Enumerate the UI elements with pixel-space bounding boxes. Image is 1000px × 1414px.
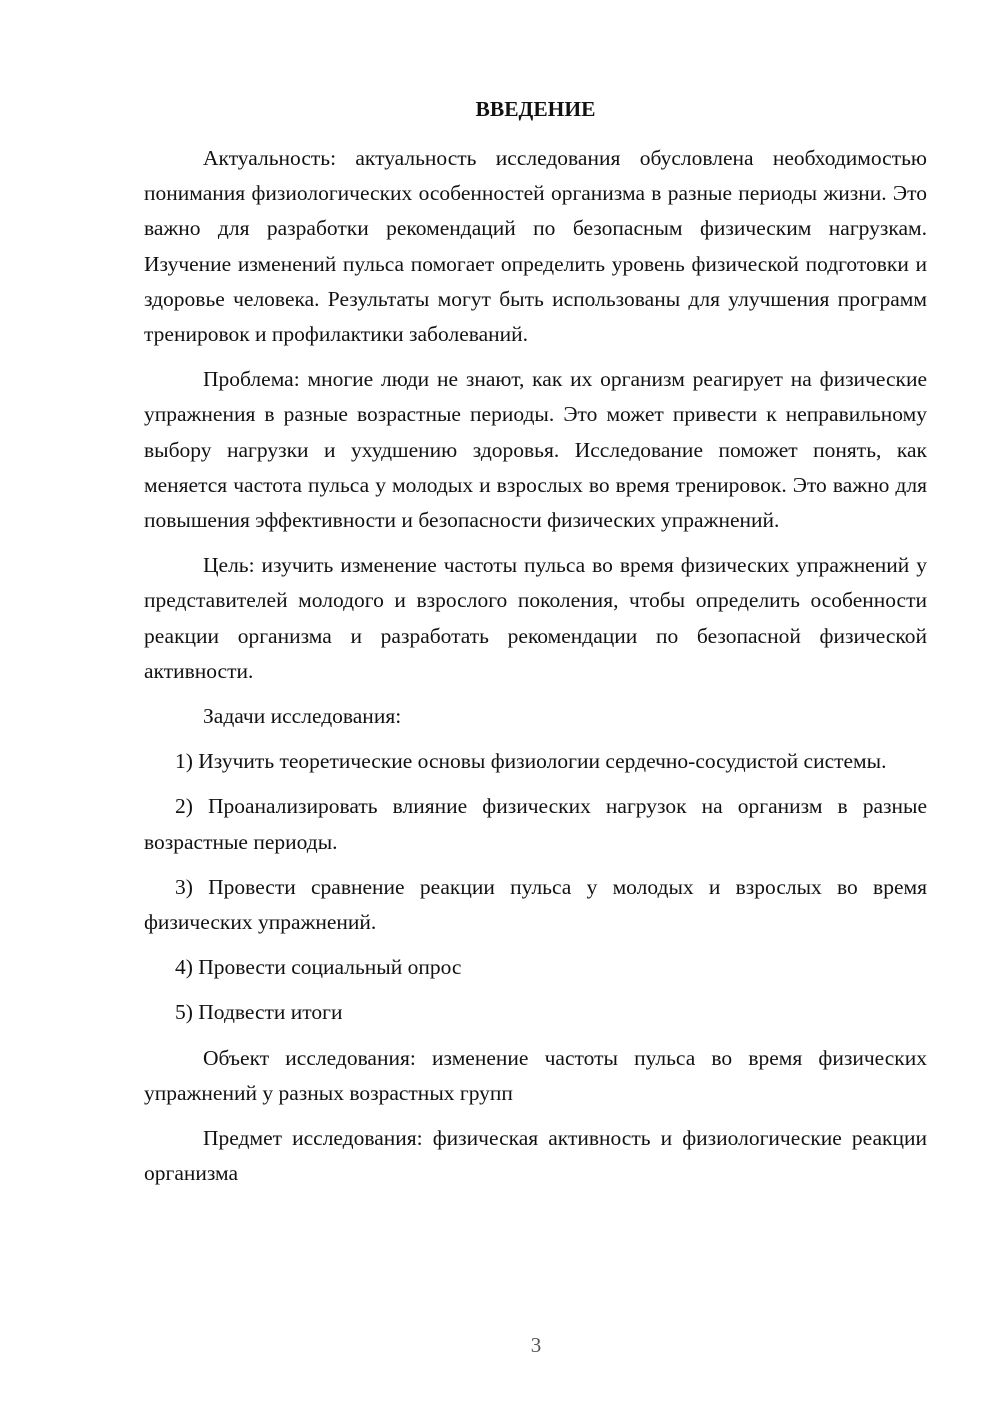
page-content bbox=[144, 92, 927, 1201]
tasks-intro: Задачи исследования: bbox=[203, 704, 402, 729]
page-number: 3 bbox=[530, 1333, 542, 1357]
goal-paragraph: Цель: изучить изменение частоты пульса во время физических упражнений у представителей молодого и взрослого поколения, чтобы определить особенности реакции организма и разработать рекомендации по безопасной физической активности. bbox=[144, 553, 927, 683]
task-item-1: 1) Изучить теоретические основы физиологии сердечно-сосудистой системы. bbox=[175, 749, 887, 774]
task-item-3: 3) Провести сравнение реакции пульса у молодых и взрослых во время физических упражнений. bbox=[144, 874, 927, 935]
task-item-2: 2) Проанализировать влияние физических нагрузок на организм в разные возрастные периоды. bbox=[144, 794, 927, 854]
task-item-5: 5) Подвести итоги bbox=[175, 1000, 343, 1025]
section-heading: ВВЕДЕНИЕ bbox=[475, 97, 596, 121]
task-item-4: 4) Провести социальный опрос bbox=[175, 955, 462, 980]
subject-paragraph: Предмет исследования: физическая активность и физиологические реакции организма bbox=[144, 1126, 927, 1186]
object-paragraph: Объект исследования: изменение частоты пульса во время физических упражнений у разных возрастных групп bbox=[144, 1045, 927, 1105]
problem-paragraph: Проблема: многие люди не знают, как их организм реагирует на физические упражнения в разные возрастные периоды. Это может привести к неправильному выбору нагрузки и ухудшению здоровья. Исследование поможет понять, как меняется частота пульса у молодых и взрослых во время тренировок. Это важно для повышения эффективности и безопасности физических упражнений. bbox=[144, 367, 927, 533]
relevance-paragraph: Актуальность: актуальность исследования обусловлена необходимостью понимания физиологических особенностей организма в разные периоды жизни. Это важно для разработки рекомендаций по безопасным физическим нагрузкам. Изучение изменений пульса помогает определить уровень физической подготовки и здоровье человека. Результаты могут быть использованы для улучшения программ тренировок и профилактики заболеваний. bbox=[144, 146, 927, 347]
